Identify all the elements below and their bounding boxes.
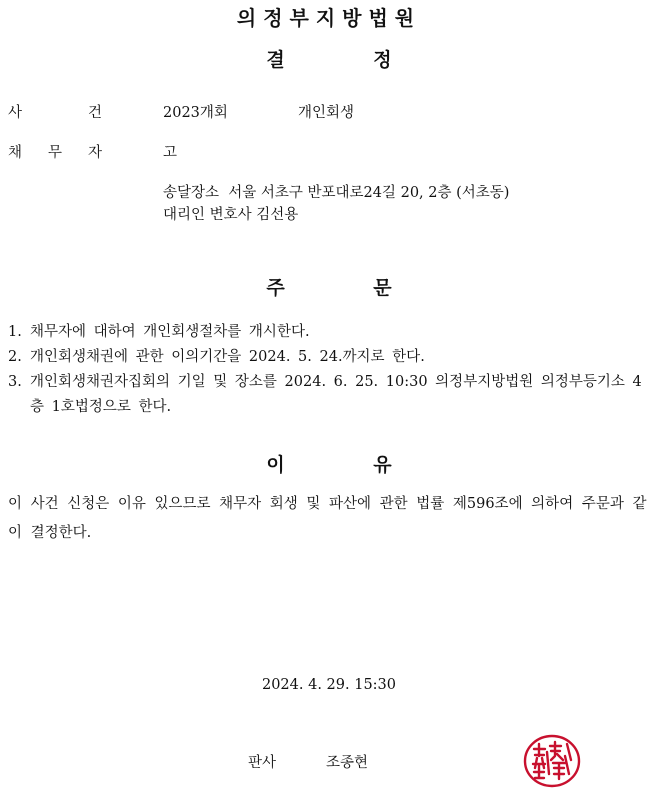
judge-name: 조종현 [326,755,369,771]
legal-agent: 대리인 변호사 김선용 [163,207,299,223]
court-name: 의정부지방법원 [236,6,422,30]
order-item-text: 개인회생채권에 관한 이의기간을 2024. 5. 24.까지로 한다. [30,349,425,365]
order-item-text: 개인회생채권자집회의 기일 및 장소를 2024. 6. 25. 10:30 의정부지방법원 의정부등기소 4층 1호법정으로 한다. [30,374,642,415]
document-title: 결 정 [266,49,392,71]
order-item [8,370,648,420]
service-address: 송달장소 서울 서초구 반포대로24길 20, 2층 (서초동) [163,185,510,201]
reason-heading: 이 유 [266,454,392,476]
order-item-number: 3. [8,374,22,390]
debtor-label: 채무자 [8,145,129,161]
case-type: 개인회생 [298,105,355,121]
order-item-text: 채무자에 대하여 개인회생절차를 개시한다. [30,324,310,340]
order-item [8,320,648,345]
order-heading: 주 문 [266,277,392,299]
case-number: 2023개회 [163,105,228,121]
seal-icon [521,734,583,788]
order-item-number: 1. [8,324,22,340]
judge-title: 판사 [248,755,277,771]
order-item [8,345,648,370]
debtor-name: 고 [163,145,178,161]
judge-seal-stamp [521,734,583,788]
decision-date: 2024. 4. 29. 15:30 [261,677,397,693]
reason-text: 이 사건 신청은 이유 있으므로 채무자 회생 및 파산에 관한 법률 제596조에 의하여 주문과 같이 결정한다. [8,496,647,541]
order-item-number: 2. [8,349,22,365]
case-label: 사건 [8,105,169,121]
